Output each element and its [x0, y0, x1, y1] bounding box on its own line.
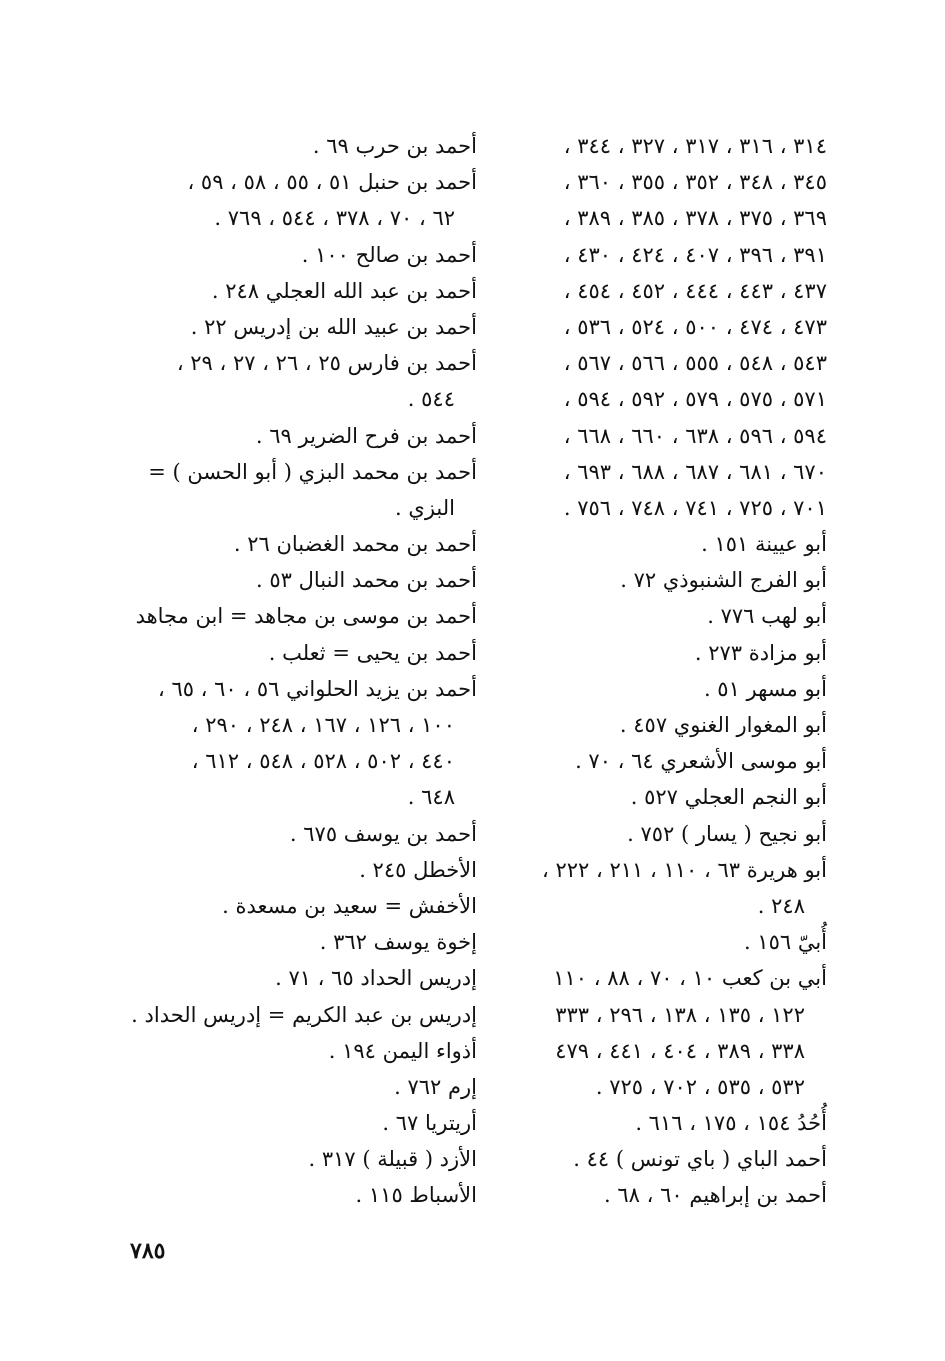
index-entry: ٧٠١ ، ٧٢٥ ، ٧٤١ ، ٧٤٨ ، ٧٥٦ . [563, 495, 827, 520]
index-entry: أبو المغوار الغنوي ٤٥٧ . [619, 713, 827, 737]
index-entry: إدريس الحداد ٦٥ ، ٧١ . [275, 966, 477, 991]
index-entry: أحمد بن يزيد الحلواني ٥٦ ، ٦٠ ، ٦٥ ، [157, 676, 477, 701]
index-entry: ٦٤٨ . [407, 785, 455, 810]
index-entry: أبو لهب ٧٧٦ . [707, 604, 827, 629]
index-entry: أبو الفرج الشنبوذي ٧٢ . [620, 568, 827, 593]
index-entry: أبو موسى الأشعري ٦٤ ، ٧٠ . [575, 749, 827, 774]
index-entry: أحمد بن محمد النبال ٥٣ . [256, 568, 477, 593]
index-entry: أحمد بن عبد الله العجلي ٢٤٨ . [211, 278, 477, 303]
index-entry: أحمد بن موسى بن مجاهد = ابن مجاهد [135, 604, 477, 629]
index-entry: ٥٤٤ . [407, 387, 455, 412]
index-entry: ٣٤٥ ، ٣٤٨ ، ٣٥٢ ، ٣٥٥ ، ٣٦٠ ، [563, 170, 827, 195]
index-entry: ٣٩١ ، ٣٩٦ ، ٤٠٧ ، ٤٢٤ ، ٤٣٠ ، [563, 242, 827, 267]
index-entry: ٣٣٨ ، ٣٨٩ ، ٤٠٤ ، ٤٤١ ، ٤٧٩ [555, 1038, 805, 1063]
index-entry: البزي . [395, 495, 455, 520]
index-entry: أبو عيينة ١٥١ . [701, 532, 827, 557]
index-entry: الأخفش = سعيد بن مسعدة . [222, 893, 477, 918]
index-entry: ٦٧٠ ، ٦٨١ ، ٦٨٧ ، ٦٨٨ ، ٦٩٣ ، [563, 459, 827, 484]
index-entry: أحمد بن إبراهيم ٦٠ ، ٦٨ . [604, 1183, 827, 1208]
index-entry: ١٢٢ ، ١٣٥ ، ١٣٨ ، ٢٩٦ ، ٣٣٣ [555, 1002, 805, 1027]
index-entry: ٤٤٠ ، ٥٠٢ ، ٥٢٨ ، ٥٤٨ ، ٦١٢ ، [191, 749, 455, 774]
index-entry: أحمد بن يحيى = ثعلب . [268, 640, 477, 665]
index-entry: ٣١٤ ، ٣١٦ ، ٣١٧ ، ٣٢٧ ، ٣٤٤ ، [563, 134, 827, 158]
index-entry: ٣٦٩ ، ٣٧٥ ، ٣٧٨ ، ٣٨٥ ، ٣٨٩ ، [563, 206, 827, 231]
index-entry: الأسباط ١١٥ . [355, 1183, 477, 1208]
index-column-left [131, 128, 477, 1214]
index-entry: ٢٤٨ . [757, 893, 805, 918]
index-entry: أحمد بن حنبل ٥١ ، ٥٥ ، ٥٨ ، ٥٩ ، [187, 170, 477, 195]
index-entry: أبو هريرة ٦٣ ، ١١٠ ، ٢١١ ، ٢٢٢ ، [542, 857, 827, 882]
index-entry: أحمد بن صالح ١٠٠ . [301, 242, 477, 267]
index-entry: أبو مسهر ٥١ . [703, 676, 827, 701]
index-entry: أحمد بن محمد الغضبان ٢٦ . [233, 532, 477, 557]
index-entry: أبو مزادة ٢٧٣ . [694, 640, 827, 665]
index-entry: أريتريا ٦٧ . [382, 1111, 477, 1136]
index-entry: أُحُدُ ١٥٤ ، ١٧٥ ، ٦١٦ . [635, 1111, 827, 1136]
index-entry: أحمد بن فارس ٢٥ ، ٢٦ ، ٢٧ ، ٢٩ ، [176, 351, 477, 376]
index-entry: أحمد الباي ( باي تونس ) ٤٤ . [573, 1147, 827, 1172]
index-entry: ٥٩٤ ، ٥٩٦ ، ٦٣٨ ، ٦٦٠ ، ٦٦٨ ، [563, 423, 827, 448]
index-entry: أحمد بن عبيد الله بن إدريس ٢٢ . [190, 314, 477, 339]
index-entry: أحمد بن حرب ٦٩ . [312, 134, 477, 158]
index-entry: أبو نجيح ( يسار ) ٧٥٢ . [627, 821, 827, 846]
index-entry: أحمد بن فرح الضرير ٦٩ . [255, 423, 477, 448]
page-number: ٧٨٥ [130, 1238, 166, 1264]
index-entry: أبي بن كعب ١٠ ، ٧٠ ، ٨٨ ، ١١٠ [553, 966, 827, 991]
index-entry: إرم ٧٦٢ . [394, 1074, 477, 1099]
index-entry: أذواء اليمن ١٩٤ . [328, 1038, 477, 1063]
index-entry: ٦٢ ، ٧٠ ، ٣٧٨ ، ٥٤٤ ، ٧٦٩ . [214, 206, 455, 231]
index-entry: أحمد بن محمد البزي ( أبو الحسن ) = [148, 459, 477, 484]
index-entry: ٥٧١ ، ٥٧٥ ، ٥٧٩ ، ٥٩٢ ، ٥٩٤ ، [563, 387, 827, 412]
index-entry: ٥٣٢ ، ٥٣٥ ، ٧٠٢ ، ٧٢٥ . [595, 1074, 805, 1099]
index-entry: ٤٧٣ ، ٤٧٤ ، ٥٠٠ ، ٥٢٤ ، ٥٣٦ ، [563, 314, 827, 339]
index-entry: إدريس بن عبد الكريم = إدريس الحداد . [131, 1002, 477, 1027]
index-entry: الأخطل ٢٤٥ . [359, 857, 477, 882]
index-entry: ١٠٠ ، ١٢٦ ، ١٦٧ ، ٢٤٨ ، ٢٩٠ ، [191, 713, 455, 737]
index-entry: إخوة يوسف ٣٦٢ . [319, 930, 477, 955]
index-entry: أبو النجم العجلي ٥٢٧ . [630, 785, 827, 810]
index-entry: الأزد ( قبيلة ) ٣١٧ . [308, 1147, 477, 1172]
index-entry: أُبيّ ١٥٦ . [743, 930, 827, 955]
index-entry: ٥٤٣ ، ٥٤٨ ، ٥٥٥ ، ٥٦٦ ، ٥٦٧ ، [563, 351, 827, 376]
index-entry: أحمد بن يوسف ٦٧٥ . [289, 821, 477, 846]
index-entry: ٤٣٧ ، ٤٤٣ ، ٤٤٤ ، ٤٥٢ ، ٤٥٤ ، [563, 278, 827, 303]
index-column-right [509, 128, 827, 1214]
